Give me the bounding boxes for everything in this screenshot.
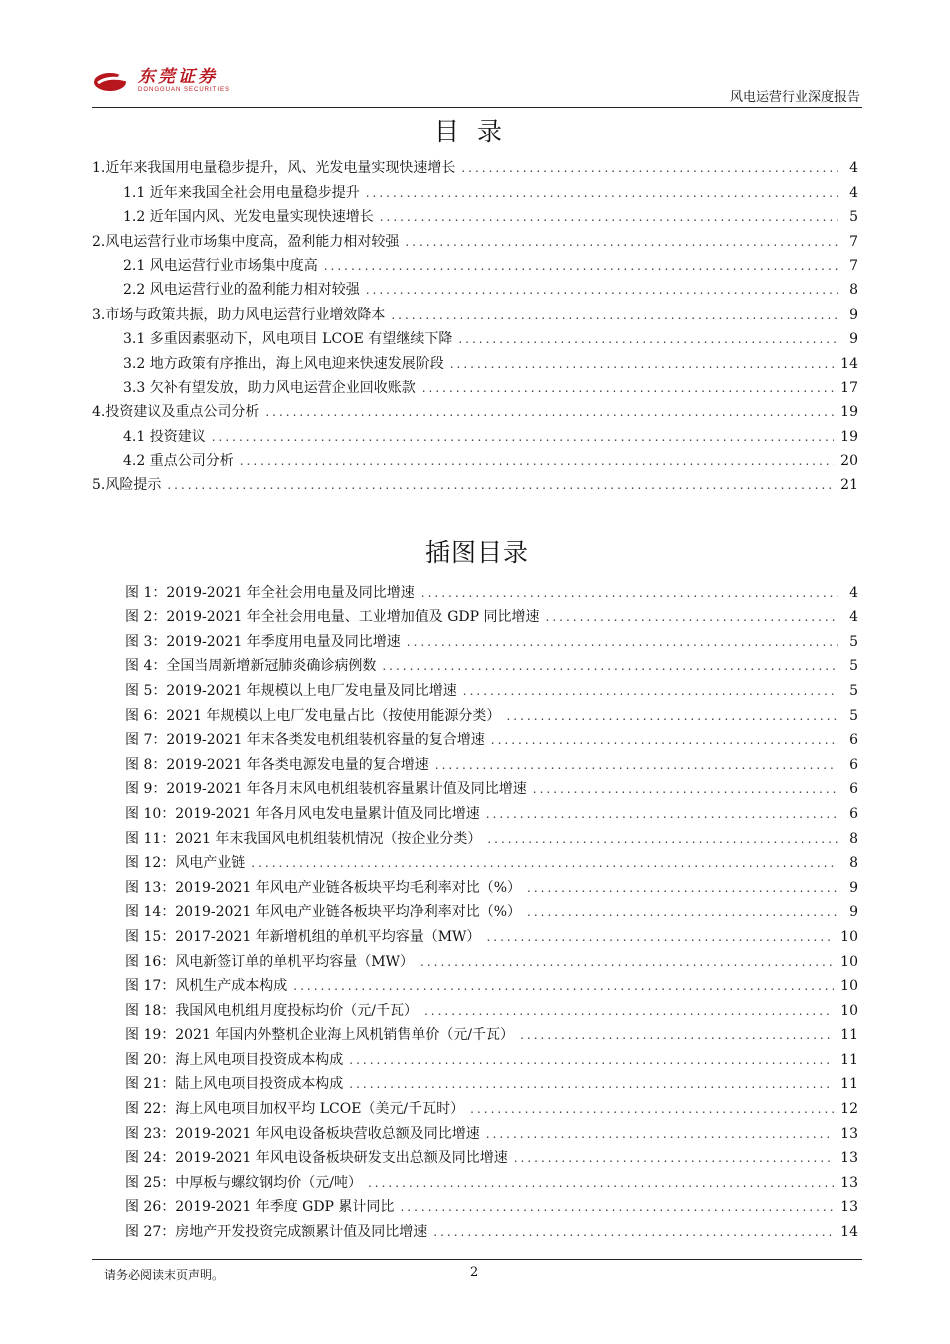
entry-page-number: 10 (840, 1002, 858, 1019)
entry-label: 图 14：2019-2021 年风电产业链各板块平均净利率对比（%） (125, 904, 522, 921)
entry-page-number: 9 (849, 306, 858, 323)
dot-leader (265, 402, 834, 422)
entry-page-number: 6 (849, 732, 858, 749)
dot-leader (349, 1050, 834, 1070)
dot-leader (366, 183, 838, 203)
entry-label: 2.风电运营行业市场集中度高，盈利能力相对较强 (92, 233, 400, 250)
entry-label: 5.风险提示 (92, 477, 162, 494)
entry-label: 3.1 多重因素驱动下，风电项目 LCOE 有望继续下降 (123, 331, 453, 348)
entry-label: 图 13：2019-2021 年风电产业链各板块平均毛利率对比（%） (125, 879, 522, 896)
dot-leader (240, 451, 834, 471)
dot-leader (533, 779, 838, 799)
entry-label: 3.2 地方政策有序推出，海上风电迎来快速发展阶段 (123, 355, 444, 372)
entry-label: 图 25：中厚板与螺纹钢均价（元/吨） (125, 1174, 362, 1191)
dot-leader (391, 305, 838, 325)
dot-leader (368, 1173, 834, 1193)
entry-page-number: 4 (849, 584, 858, 601)
dot-leader (546, 607, 838, 627)
figure-entry[interactable] (92, 726, 860, 751)
table-of-contents (92, 154, 860, 495)
figure-entry[interactable] (92, 1217, 860, 1242)
entry-label: 4.2 重点公司分析 (123, 453, 234, 470)
figure-entry[interactable] (92, 996, 860, 1021)
entry-page-number: 8 (849, 282, 858, 299)
figure-entry[interactable] (92, 603, 860, 628)
disclaimer-note: 请务必阅读末页声明。 (104, 1268, 225, 1282)
dot-leader (506, 706, 838, 726)
figure-entry[interactable] (92, 775, 860, 800)
entry-page-number: 6 (849, 781, 858, 798)
entry-page-number: 9 (849, 331, 858, 348)
entry-page-number: 7 (849, 233, 858, 250)
entry-label: 1.1 近年来我国全社会用电量稳步提升 (123, 184, 360, 201)
entry-page-number: 4 (849, 609, 858, 626)
entry-page-number: 8 (849, 855, 858, 872)
entry-page-number: 10 (840, 928, 858, 945)
entry-label: 图 19：2021 年国内外整机企业海上风机销售单价（元/千瓦） (125, 1027, 515, 1044)
dot-leader (420, 952, 834, 972)
logo-swoosh-icon (92, 68, 132, 94)
dot-leader (324, 256, 838, 276)
figure-entry[interactable] (92, 750, 860, 775)
dot-leader (458, 329, 838, 349)
entry-page-number: 13 (840, 1174, 858, 1191)
figure-entry[interactable] (92, 922, 860, 947)
logo-english-name: DONGGUAN SECURITIES (138, 87, 231, 93)
entry-page-number: 19 (840, 404, 858, 421)
figure-entry[interactable] (92, 1193, 860, 1218)
dot-leader (421, 583, 838, 603)
entry-label: 2.1 风电运营行业市场集中度高 (123, 257, 318, 274)
toc-entry[interactable] (92, 447, 860, 471)
entry-label: 图 3：2019-2021 年季度用电量及同比增速 (125, 633, 401, 650)
figure-entry[interactable] (92, 947, 860, 972)
dot-leader (293, 976, 834, 996)
dot-leader (486, 804, 838, 824)
figure-entry[interactable] (92, 1045, 860, 1070)
entry-label: 图 8：2019-2021 年各类电源发电量的复合增速 (125, 756, 429, 773)
figure-entry[interactable] (92, 701, 860, 726)
entry-page-number: 4 (849, 160, 858, 177)
entry-label: 4.1 投资建议 (123, 428, 206, 445)
entry-page-number: 5 (849, 633, 858, 650)
entry-page-number: 19 (840, 428, 858, 445)
entry-page-number: 11 (840, 1076, 858, 1093)
toc-entry[interactable] (92, 178, 860, 202)
entry-page-number: 5 (849, 209, 858, 226)
figure-list-title: 插图目录 (424, 538, 529, 567)
entry-label: 图 2：2019-2021 年全社会用电量、工业增加值及 GDP 同比增速 (125, 609, 540, 626)
entry-page-number: 4 (849, 184, 858, 201)
entry-label: 图 12：风电产业链 (125, 855, 246, 872)
entry-page-number: 10 (840, 978, 858, 995)
dot-leader (486, 1124, 834, 1144)
toc-entry[interactable] (92, 300, 860, 324)
toc-entry[interactable] (92, 422, 860, 446)
dot-leader (461, 158, 838, 178)
entry-page-number: 9 (849, 904, 858, 921)
entry-label: 图 20：海上风电项目投资成本构成 (125, 1051, 344, 1068)
entry-label: 图 6：2021 年规模以上电厂发电量占比（按使用能源分类） (125, 707, 501, 724)
entry-label: 图 5：2019-2021 年规模以上电厂发电量及同比增速 (125, 682, 457, 699)
toc-entry[interactable] (92, 374, 860, 398)
dot-leader (400, 1197, 834, 1217)
dot-leader (520, 1025, 834, 1045)
dot-leader (486, 927, 834, 947)
entry-page-number: 21 (840, 477, 858, 494)
figure-entry[interactable] (92, 824, 860, 849)
entry-page-number: 14 (840, 355, 858, 372)
entry-page-number: 5 (849, 707, 858, 724)
entry-label: 图 17：风机生产成本构成 (125, 978, 288, 995)
toc-entry[interactable] (92, 398, 860, 422)
dot-leader (349, 1074, 834, 1094)
entry-label: 1.2 近年国内风、光发电量实现快速增长 (123, 209, 374, 226)
entry-label: 4.投资建议及重点公司分析 (92, 404, 260, 421)
dot-leader (424, 1001, 834, 1021)
entry-label: 1.近年来我国用电量稳步提升，风、光发电量实现快速增长 (92, 160, 456, 177)
entry-label: 图 9：2019-2021 年各月末风电机组装机容量累计值及同比增速 (125, 781, 527, 798)
entry-label: 图 23：2019-2021 年风电设备板块营收总额及同比增速 (125, 1125, 480, 1142)
toc-entry[interactable] (92, 276, 860, 300)
dot-leader (435, 755, 838, 775)
entry-label: 2.2 风电运营行业的盈利能力相对较强 (123, 282, 360, 299)
entry-page-number: 5 (849, 658, 858, 675)
toc-entry[interactable] (92, 471, 860, 495)
entry-label: 图 16：风电新签订单的单机平均容量（MW） (125, 953, 414, 970)
figure-entry[interactable] (92, 1070, 860, 1095)
toc-entry[interactable] (92, 349, 860, 373)
figure-entry[interactable] (92, 972, 860, 997)
entry-page-number: 12 (840, 1101, 858, 1118)
entry-page-number: 17 (840, 379, 858, 396)
entry-page-number: 13 (840, 1125, 858, 1142)
figure-entry[interactable] (92, 652, 860, 677)
dot-leader (422, 378, 834, 398)
entry-page-number: 20 (840, 453, 858, 470)
entry-page-number: 14 (840, 1224, 858, 1241)
entry-page-number: 13 (840, 1150, 858, 1167)
toc-entry[interactable] (92, 154, 860, 178)
entry-label: 图 4：全国当周新增新冠肺炎确诊病例数 (125, 658, 377, 675)
entry-page-number: 10 (840, 953, 858, 970)
figure-entry[interactable] (92, 1168, 860, 1193)
dot-leader (382, 656, 838, 676)
entry-page-number: 13 (840, 1199, 858, 1216)
entry-label: 图 18：我国风电机组月度投标均价（元/千瓦） (125, 1002, 418, 1019)
entry-page-number: 9 (849, 879, 858, 896)
dot-leader (167, 475, 834, 495)
figure-entry[interactable] (92, 1119, 860, 1144)
toc-entry[interactable] (92, 325, 860, 349)
figure-entry[interactable] (92, 1094, 860, 1119)
entry-label: 3.市场与政策共振，助力风电运营行业增效降本 (92, 306, 386, 323)
dot-leader (470, 1099, 834, 1119)
figure-entry[interactable] (92, 676, 860, 701)
entry-label: 图 26：2019-2021 年季度 GDP 累计同比 (125, 1199, 395, 1216)
entry-label: 图 21：陆上风电项目投资成本构成 (125, 1076, 344, 1093)
entry-page-number: 6 (849, 756, 858, 773)
entry-label: 图 11：2021 年末我国风电机组装机情况（按企业分类） (125, 830, 482, 847)
page-header (92, 64, 862, 106)
dot-leader (491, 730, 838, 750)
figure-entry[interactable] (92, 578, 860, 603)
toc-entry[interactable] (92, 227, 860, 251)
dot-leader (407, 632, 838, 652)
toc-entry[interactable] (92, 252, 860, 276)
figure-list (92, 578, 860, 1242)
entry-label: 图 1：2019-2021 年全社会用电量及同比增速 (125, 584, 415, 601)
figure-entry[interactable] (92, 873, 860, 898)
footer-divider (92, 1259, 862, 1260)
entry-label: 图 22：海上风电项目加权平均 LCOE（美元/千瓦时） (125, 1101, 465, 1118)
dot-leader (405, 232, 838, 252)
entry-label: 图 15：2017-2021 年新增机组的单机平均容量（MW） (125, 928, 481, 945)
header-divider (92, 107, 862, 108)
toc-entry[interactable] (92, 203, 860, 227)
company-logo (92, 68, 230, 94)
entry-page-number: 11 (840, 1051, 858, 1068)
figure-entry[interactable] (92, 849, 860, 874)
page-number: 2 (470, 1265, 479, 1280)
logo-chinese-name: 东莞证券 (138, 67, 218, 87)
entry-label: 图 10：2019-2021 年各月风电发电量累计值及同比增速 (125, 805, 480, 822)
figure-entry[interactable] (92, 627, 860, 652)
dot-leader (251, 853, 838, 873)
dot-leader (514, 1148, 834, 1168)
entry-label: 图 7：2019-2021 年末各类发电机组装机容量的复合增速 (125, 732, 485, 749)
report-title: 风电运营行业深度报告 (729, 90, 860, 105)
dot-leader (527, 878, 838, 898)
dot-leader (463, 681, 838, 701)
entry-page-number: 7 (849, 257, 858, 274)
figure-entry[interactable] (92, 898, 860, 923)
entry-page-number: 8 (849, 830, 858, 847)
dot-leader (433, 1222, 834, 1242)
figure-entry[interactable] (92, 1021, 860, 1046)
entry-page-number: 11 (840, 1027, 858, 1044)
dot-leader (527, 902, 838, 922)
entry-label: 图 24：2019-2021 年风电设备板块研发支出总额及同比增速 (125, 1150, 508, 1167)
figure-entry[interactable] (92, 1144, 860, 1169)
dot-leader (366, 280, 838, 300)
entry-label: 3.3 欠补有望发放，助力风电运营企业回收账款 (123, 379, 416, 396)
entry-label: 图 27：房地产开发投资完成额累计值及同比增速 (125, 1224, 428, 1241)
dot-leader (450, 354, 834, 374)
entry-page-number: 5 (849, 682, 858, 699)
dot-leader (380, 207, 838, 227)
figure-entry[interactable] (92, 799, 860, 824)
dot-leader (212, 427, 834, 447)
entry-page-number: 6 (849, 805, 858, 822)
toc-title: 目录 (433, 117, 520, 146)
dot-leader (487, 829, 838, 849)
